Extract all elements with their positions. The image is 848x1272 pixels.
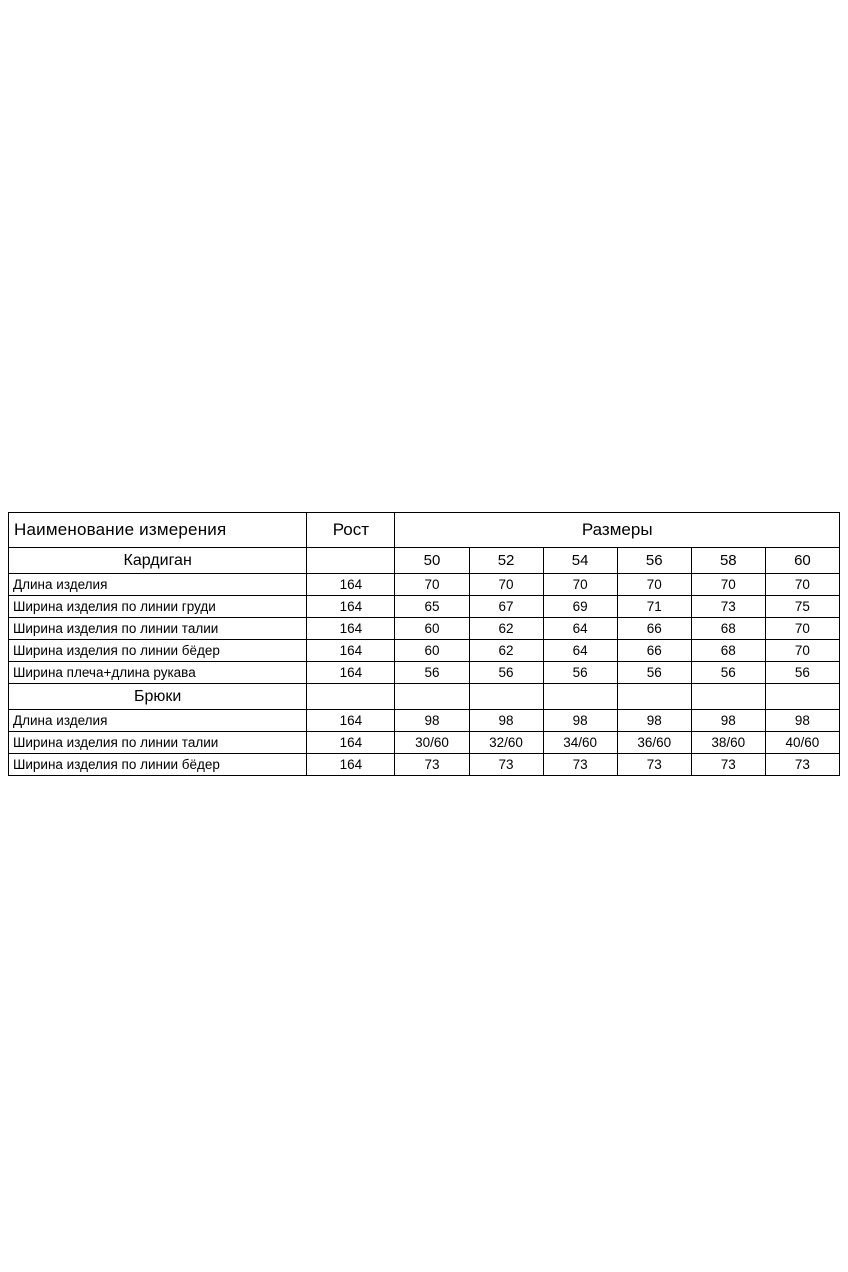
cell-size-54: 34/60 [543, 732, 617, 754]
row-label: Длина изделия [9, 574, 307, 596]
cell-size-60: 70 [765, 574, 839, 596]
cell-size-56: 73 [617, 754, 691, 776]
cell-size-52: 32/60 [469, 732, 543, 754]
cell-size-56: 36/60 [617, 732, 691, 754]
row-height: 164 [307, 640, 395, 662]
empty-cell [395, 684, 469, 710]
row-height: 164 [307, 710, 395, 732]
cell-size-50: 98 [395, 710, 469, 732]
cell-size-54: 70 [543, 574, 617, 596]
size-label-52: 52 [469, 548, 543, 574]
size-label-54: 54 [543, 548, 617, 574]
cell-size-58: 70 [691, 574, 765, 596]
size-label-56: 56 [617, 548, 691, 574]
cell-size-50: 73 [395, 754, 469, 776]
cell-size-58: 98 [691, 710, 765, 732]
cell-size-50: 30/60 [395, 732, 469, 754]
cell-size-54: 69 [543, 596, 617, 618]
header-measurement: Наименование измерения [9, 513, 307, 548]
cell-size-54: 56 [543, 662, 617, 684]
table-row [9, 754, 840, 776]
cell-size-52: 56 [469, 662, 543, 684]
table-row [9, 596, 840, 618]
table-row [9, 574, 840, 596]
cell-size-50: 60 [395, 640, 469, 662]
row-height: 164 [307, 618, 395, 640]
cell-size-56: 98 [617, 710, 691, 732]
cell-size-52: 62 [469, 618, 543, 640]
size-chart-container [8, 512, 840, 776]
row-height: 164 [307, 596, 395, 618]
cell-size-52: 98 [469, 710, 543, 732]
cell-size-58: 73 [691, 754, 765, 776]
cell-size-58: 68 [691, 640, 765, 662]
cell-size-52: 70 [469, 574, 543, 596]
empty-cell [543, 684, 617, 710]
cell-size-60: 70 [765, 618, 839, 640]
size-label-50: 50 [395, 548, 469, 574]
table-header-row [9, 513, 840, 548]
cell-size-50: 56 [395, 662, 469, 684]
cell-size-58: 68 [691, 618, 765, 640]
row-label: Ширина изделия по линии талии [9, 618, 307, 640]
section-header-row [9, 548, 840, 574]
section-title: Кардиган [9, 548, 307, 574]
table-row [9, 662, 840, 684]
section-title: Брюки [9, 684, 307, 710]
section-header-row [9, 684, 840, 710]
cell-size-60: 40/60 [765, 732, 839, 754]
row-label: Ширина плеча+длина рукава [9, 662, 307, 684]
cell-size-52: 67 [469, 596, 543, 618]
cell-size-56: 66 [617, 640, 691, 662]
table-row [9, 640, 840, 662]
cell-size-56: 56 [617, 662, 691, 684]
size-label-58: 58 [691, 548, 765, 574]
cell-size-56: 70 [617, 574, 691, 596]
cell-size-58: 56 [691, 662, 765, 684]
table-row [9, 710, 840, 732]
row-height: 164 [307, 574, 395, 596]
row-label: Ширина изделия по линии талии [9, 732, 307, 754]
cell-size-58: 73 [691, 596, 765, 618]
table-row [9, 618, 840, 640]
empty-cell [469, 684, 543, 710]
cell-size-60: 73 [765, 754, 839, 776]
size-label-60: 60 [765, 548, 839, 574]
cell-size-54: 64 [543, 618, 617, 640]
cell-size-50: 70 [395, 574, 469, 596]
cell-size-52: 62 [469, 640, 543, 662]
cell-size-60: 75 [765, 596, 839, 618]
table-row [9, 732, 840, 754]
cell-size-54: 73 [543, 754, 617, 776]
empty-cell [617, 684, 691, 710]
cell-size-50: 60 [395, 618, 469, 640]
row-height: 164 [307, 732, 395, 754]
cell-size-56: 66 [617, 618, 691, 640]
size-chart-table [8, 512, 840, 776]
empty-cell [307, 684, 395, 710]
cell-size-54: 64 [543, 640, 617, 662]
empty-cell [765, 684, 839, 710]
cell-size-54: 98 [543, 710, 617, 732]
empty-cell [307, 548, 395, 574]
cell-size-60: 56 [765, 662, 839, 684]
empty-cell [691, 684, 765, 710]
cell-size-50: 65 [395, 596, 469, 618]
row-label: Ширина изделия по линии бёдер [9, 754, 307, 776]
row-height: 164 [307, 662, 395, 684]
cell-size-56: 71 [617, 596, 691, 618]
header-height: Рост [307, 513, 395, 548]
row-label: Ширина изделия по линии бёдер [9, 640, 307, 662]
cell-size-58: 38/60 [691, 732, 765, 754]
cell-size-60: 70 [765, 640, 839, 662]
row-label: Ширина изделия по линии груди [9, 596, 307, 618]
row-height: 164 [307, 754, 395, 776]
header-sizes: Размеры [395, 513, 840, 548]
cell-size-52: 73 [469, 754, 543, 776]
row-label: Длина изделия [9, 710, 307, 732]
cell-size-60: 98 [765, 710, 839, 732]
